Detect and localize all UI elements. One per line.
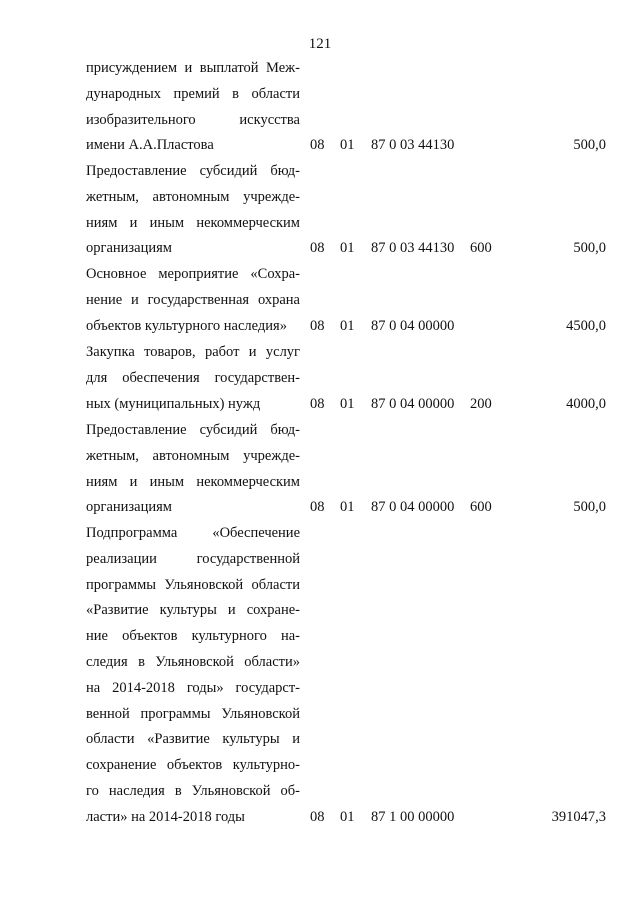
description-line: ниям и иным некоммерческим [86, 473, 300, 490]
target-article-code: 87 0 04 00000 [371, 499, 455, 516]
description-line: ние объектов культурного на- [86, 628, 300, 645]
amount-value: 500,0 [573, 499, 606, 516]
subsection-code: 01 [340, 499, 355, 516]
row-description [86, 56, 300, 159]
description-line: нение и государственная охрана [86, 291, 300, 308]
target-article-code: 87 0 03 44130 [371, 137, 455, 154]
expense-type-code: 600 [470, 240, 492, 257]
description-line: го наследия в Ульяновской об- [86, 782, 300, 799]
expense-type-code: 600 [470, 499, 492, 516]
description-line: присуждением и выплатой Меж- [86, 60, 300, 76]
description-line: жетным, автономным учрежде- [86, 188, 300, 205]
description-line: изобразительного искусства [86, 111, 300, 128]
description-line: сохранение объектов культурно- [86, 757, 300, 774]
description-line: Основное мероприятие «Сохра- [86, 266, 300, 282]
row-description [86, 159, 300, 262]
section-code: 08 [310, 395, 325, 412]
description-line: Предоставление субсидий бюд- [86, 163, 300, 179]
row-description [86, 521, 300, 831]
subsection-code: 01 [340, 395, 355, 412]
description-line: следия в Ульяновской области» [86, 653, 300, 670]
description-line: имени А.А.Пластова [86, 137, 214, 154]
expense-type-code: 200 [470, 395, 492, 412]
section-code: 08 [310, 317, 325, 334]
amount-value: 391047,3 [551, 808, 606, 825]
section-code: 08 [310, 808, 325, 825]
subsection-code: 01 [340, 240, 355, 257]
target-article-code: 87 1 00 00000 [371, 808, 455, 825]
description-line: дународных премий в области [86, 85, 300, 102]
amount-value: 500,0 [573, 240, 606, 257]
description-line: Подпрограмма «Обеспечение [86, 525, 300, 541]
description-line: реализации государственной [86, 550, 300, 567]
description-line: организациям [86, 499, 172, 516]
amount-value: 4500,0 [566, 317, 606, 334]
subsection-code: 01 [340, 808, 355, 825]
section-code: 08 [310, 240, 325, 257]
description-line: «Развитие культуры и сохране- [86, 602, 300, 619]
target-article-code: 87 0 04 00000 [371, 395, 455, 412]
description-line: области «Развитие культуры и [86, 731, 300, 748]
subsection-code: 01 [340, 317, 355, 334]
amount-value: 500,0 [573, 137, 606, 154]
row-description [86, 418, 300, 521]
description-line: Предоставление субсидий бюд- [86, 422, 300, 438]
description-line: организациям [86, 240, 172, 257]
description-line: венной программы Ульяновской [86, 705, 300, 722]
subsection-code: 01 [340, 137, 355, 154]
description-line: ных (муниципальных) нужд [86, 395, 261, 412]
section-code: 08 [310, 137, 325, 154]
row-description [86, 262, 300, 339]
description-line: жетным, автономным учрежде- [86, 447, 300, 464]
target-article-code: 87 0 03 44130 [371, 240, 455, 257]
description-line: программы Ульяновской области [86, 576, 300, 593]
description-line: ниям и иным некоммерческим [86, 214, 300, 231]
description-line: Закупка товаров, работ и услуг [86, 344, 300, 360]
description-line: объектов культурного наследия» [86, 317, 287, 334]
description-line: ласти» на 2014-2018 годы [86, 808, 245, 825]
page-number: 121 [308, 36, 332, 52]
section-code: 08 [310, 499, 325, 516]
amount-value: 4000,0 [566, 395, 606, 412]
target-article-code: 87 0 04 00000 [371, 317, 455, 334]
description-line: для обеспечения государствен- [86, 369, 300, 386]
row-description [86, 340, 300, 417]
description-line: на 2014-2018 годы» государст- [86, 679, 300, 696]
